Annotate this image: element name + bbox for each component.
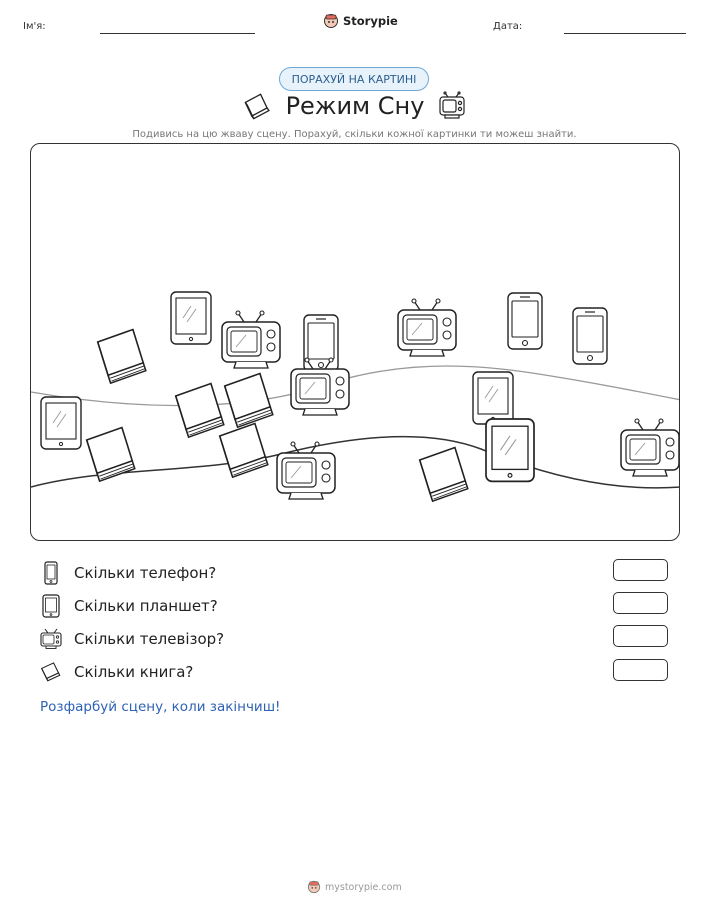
tv-icon <box>40 627 62 651</box>
scene-book-5 <box>219 423 269 478</box>
date-line[interactable] <box>564 33 686 34</box>
scene-tv-1 <box>222 311 280 368</box>
scene-phone-2 <box>508 293 542 349</box>
question-tablet-text: Скільки планшет? <box>74 597 218 615</box>
coloring-instruction: Розфарбуй сцену, коли закінчиш! <box>40 699 281 715</box>
name-line[interactable] <box>100 33 255 34</box>
page-subtitle: Подивись на цю жваву сцену. Порахуй, скільки кожної картинки ти можеш знайти. <box>132 129 577 140</box>
scene-tv-2 <box>398 299 456 356</box>
question-row-tablet <box>40 592 218 620</box>
tv-icon <box>437 91 467 121</box>
scene-phone-3 <box>573 308 607 364</box>
answer-box-book[interactable] <box>613 659 668 681</box>
scene-tablet-4 <box>486 419 534 481</box>
brand-name: Storypie <box>343 14 398 28</box>
question-tv-text: Скільки телевізор? <box>74 630 225 648</box>
scene-book-1 <box>97 329 147 384</box>
scene-tv-4 <box>277 442 335 499</box>
question-phone-text: Скільки телефон? <box>74 564 217 582</box>
name-label: Ім'я: <box>23 21 46 32</box>
date-label: Дата: <box>493 21 523 32</box>
page-title: Режим Сну <box>285 92 425 120</box>
scene-book-2 <box>86 427 136 482</box>
storypie-mascot-icon <box>323 13 339 29</box>
scene-tablet-2 <box>41 397 81 449</box>
question-row-book <box>40 658 193 686</box>
footer-brand <box>307 880 402 894</box>
book-icon <box>40 660 62 684</box>
scene-book-3 <box>175 383 225 438</box>
scene-book-6 <box>419 447 469 502</box>
scene-book-4 <box>224 373 274 428</box>
answer-box-tv[interactable] <box>613 625 668 647</box>
storypie-mascot-icon <box>307 880 321 894</box>
question-book-text: Скільки книга? <box>74 663 194 681</box>
question-row-tv <box>40 625 224 653</box>
footer-url[interactable]: mystorypie.com <box>325 881 402 893</box>
scene-canvas <box>31 144 680 541</box>
activity-badge: ПОРАХУЙ НА КАРТИНІ <box>279 67 429 91</box>
brand-logo <box>323 13 398 29</box>
answer-box-tablet[interactable] <box>613 592 668 614</box>
scene-tablet-3 <box>473 372 513 424</box>
scene-tv-5 <box>621 419 679 476</box>
answer-box-phone[interactable] <box>613 559 668 581</box>
scene-tablet-1 <box>171 292 211 344</box>
tablet-icon <box>40 594 62 618</box>
counting-scene <box>30 143 680 541</box>
question-row-phone <box>40 559 216 587</box>
phone-icon <box>40 561 62 585</box>
